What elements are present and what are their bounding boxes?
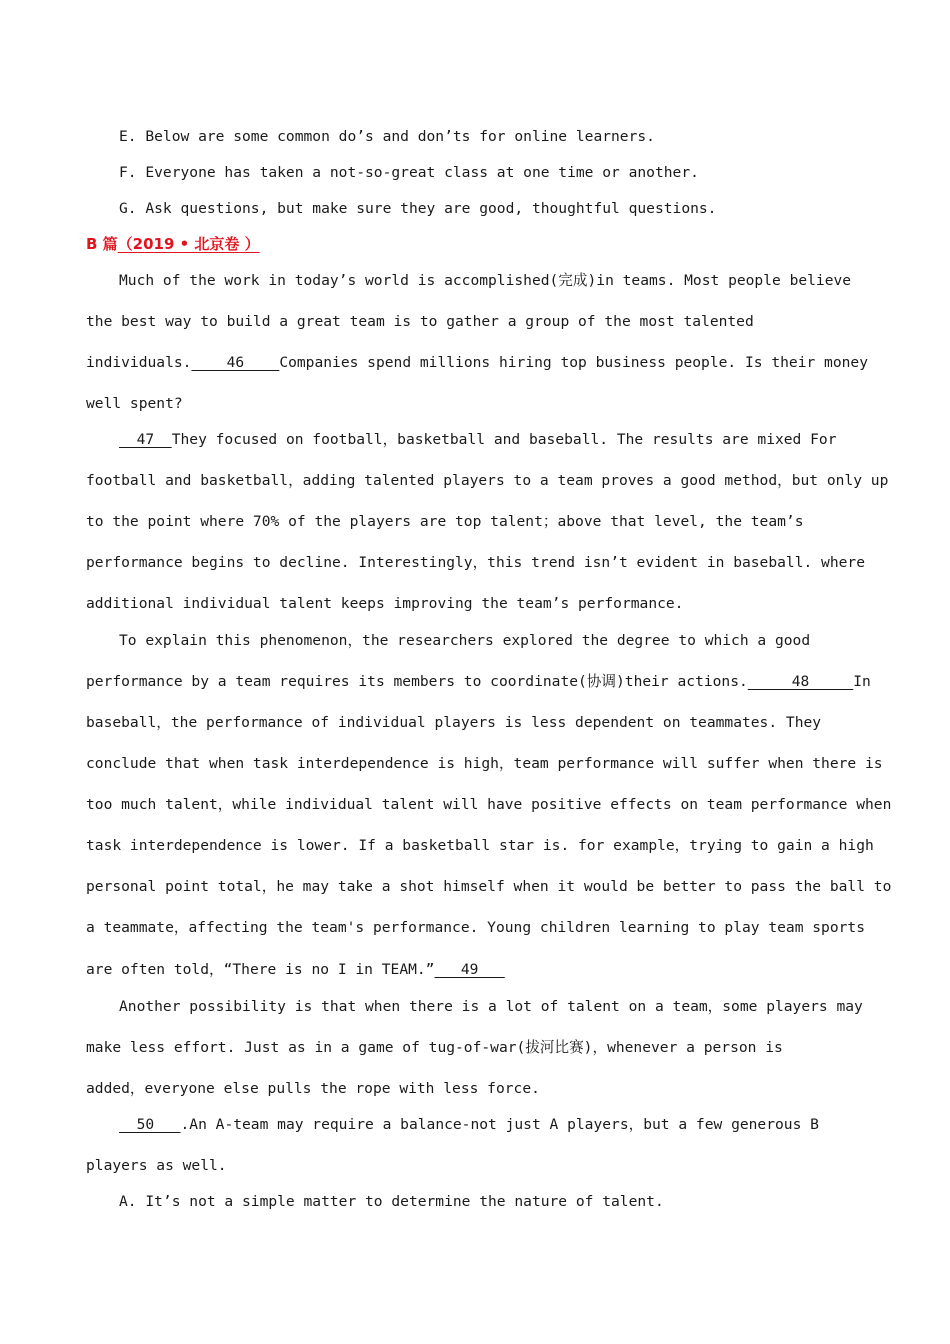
p1-line-1: Much of the work in today’s world is accomplished(完成)in teams. Most people believe (119, 272, 852, 289)
p1-line-3-start: individuals. (86, 354, 192, 371)
p2-line-1-text: They focused on football，basketball and baseball. The results are mixed For (171, 431, 837, 448)
p4-line-2: make less effort. Just as in a game of tug-of-war(拔河比赛)，whenever a person is (86, 1039, 783, 1056)
p3-line-9 (86, 960, 505, 980)
section-source: （2019 • 北京卷 ） (117, 235, 260, 253)
p3-line-9-text: are often told，“There is no I in TEAM.” (86, 961, 435, 978)
p5-line-1-text: .An A-team may require a balance-not just A players，but a few generous B (180, 1116, 819, 1133)
p2-line-2: football and basketball，adding talented players to a team proves a good method，but only up (86, 472, 889, 489)
p2-line-4: performance begins to decline. Interestingly，this trend isn’t evident in baseball. where (86, 554, 865, 571)
p3-line-2-end: In (853, 673, 871, 690)
p3-line-1: To explain this phenomenon，the researchers explored the degree to which a good (119, 632, 811, 649)
blank-49: 49 (434, 961, 505, 978)
p3-line-8: a teammate，affecting the team's performance. Young children learning to play team sports (86, 919, 865, 936)
p3-line-4: conclude that when task interdependence is high，team performance will suffer when there is (86, 755, 883, 772)
p1-line-4: well spent? (86, 395, 183, 412)
p4-line-3: added，everyone else pulls the rope with less force. (86, 1080, 540, 1097)
p2-line-3: to the point where 70% of the players are top talent；above that level, the team’s (86, 513, 804, 530)
section-label: B 篇 (86, 235, 118, 253)
p3-line-2 (86, 672, 871, 692)
option-f: F. Everyone has taken a not-so-great class at one time or another. (119, 164, 699, 181)
p1-line-3-end: Companies spend millions hiring top business people. Is their money (279, 354, 868, 371)
p3-line-2-start: performance by a team requires its members to coordinate(协调)their actions. (86, 673, 748, 690)
p1-line-3 (86, 353, 868, 373)
option-e: E. Below are some common do’s and don’ts for online learners. (119, 128, 655, 145)
blank-46: 46 (191, 354, 280, 371)
p5-line-2: players as well. (86, 1157, 227, 1174)
p3-line-5: too much talent，while individual talent will have positive effects on team performance when (86, 796, 892, 813)
p2-line-1 (119, 430, 837, 450)
p4-line-1: Another possibility is that when there is a lot of talent on a team，some players may (119, 998, 863, 1015)
p3-line-6: task interdependence is lower. If a basketball star is. for example，trying to gain a high (86, 837, 874, 854)
p2-line-5: additional individual talent keeps improving the team’s performance. (86, 595, 684, 612)
blank-47: 47 (119, 431, 172, 448)
blank-48: 48 (747, 673, 854, 690)
option-g: G. Ask questions, but make sure they are good, thoughtful questions. (119, 200, 717, 217)
section-heading (86, 234, 260, 254)
p1-line-2: the best way to build a great team is to gather a group of the most talented (86, 313, 754, 330)
p3-line-3: baseball，the performance of individual players is less dependent on teammates. They (86, 714, 822, 731)
option-a: A. It’s not a simple matter to determine the nature of talent. (119, 1193, 664, 1210)
blank-50: 50 (119, 1116, 181, 1133)
p5-line-1 (119, 1115, 819, 1135)
p3-line-7: personal point total，he may take a shot himself when it would be better to pass the ball to (86, 878, 892, 895)
